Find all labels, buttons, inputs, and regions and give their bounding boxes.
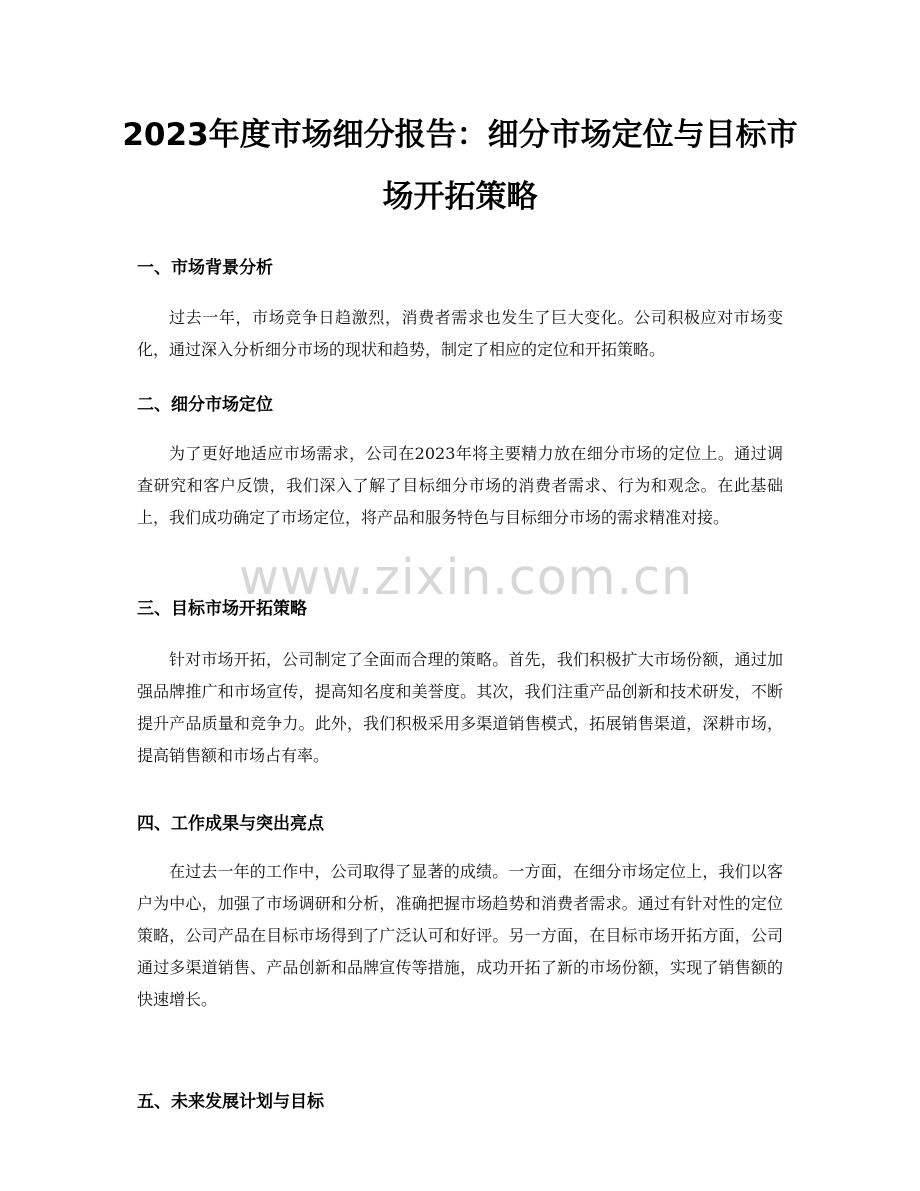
section-paragraph-target-market-strategy: 针对市场开拓，公司制定了全面而合理的策略。首先，我们积极扩大市场份额，通过加强品牌推广和市场宣传，提高知名度和美誉度。其次，我们注重产品创新和技术研发，不断提升产品质量和竞争力。此外，我们积极采用多渠道销售模式，拓展销售渠道，深耕市场，提高销售额和市场占有率。: [137, 650, 783, 765]
section-heading-future-plan: 五、未来发展计划与目标: [137, 1092, 324, 1112]
document-title: 2023年度市场细分报告：细分市场定位与目标市场开拓策略: [122, 117, 798, 215]
section-paragraph-segment-positioning: 为了更好地适应市场需求，公司在2023年将主要精力放在细分市场的定位上。通过调查研究和客户反馈，我们深入了解了目标细分市场的消费者需求、行为和观念。在此基础上，我们成功确定了市场定位，将产品和服务特色与目标细分市场的需求精准对接。: [137, 444, 783, 527]
section-heading-segment-positioning: 二、细分市场定位: [137, 395, 273, 415]
section-paragraph-achievements: 在过去一年的工作中，公司取得了显著的成绩。一方面，在细分市场定位上，我们以客户为中心，加强了市场调研和分析，准确把握市场趋势和消费者需求。通过有针对性的定位策略，公司产品在目标市场得到了广泛认可和好评。另一方面，在目标市场开拓方面，公司通过多渠道销售、产品创新和品牌宣传等措施，成功开拓了新的市场份额，实现了销售额的快速增长。: [137, 862, 783, 1009]
watermark: www.zixin.com.cn: [238, 549, 694, 606]
section-heading-achievements: 四、工作成果与突出亮点: [137, 814, 324, 834]
section-heading-target-market-strategy: 三、目标市场开拓策略: [137, 599, 307, 619]
section-paragraph-market-background: 过去一年，市场竞争日趋激烈，消费者需求也发生了巨大变化。公司积极应对市场变化，通过深入分析细分市场的现状和趋势，制定了相应的定位和开拓策略。: [137, 308, 783, 359]
section-heading-market-background: 一、市场背景分析: [137, 258, 273, 278]
